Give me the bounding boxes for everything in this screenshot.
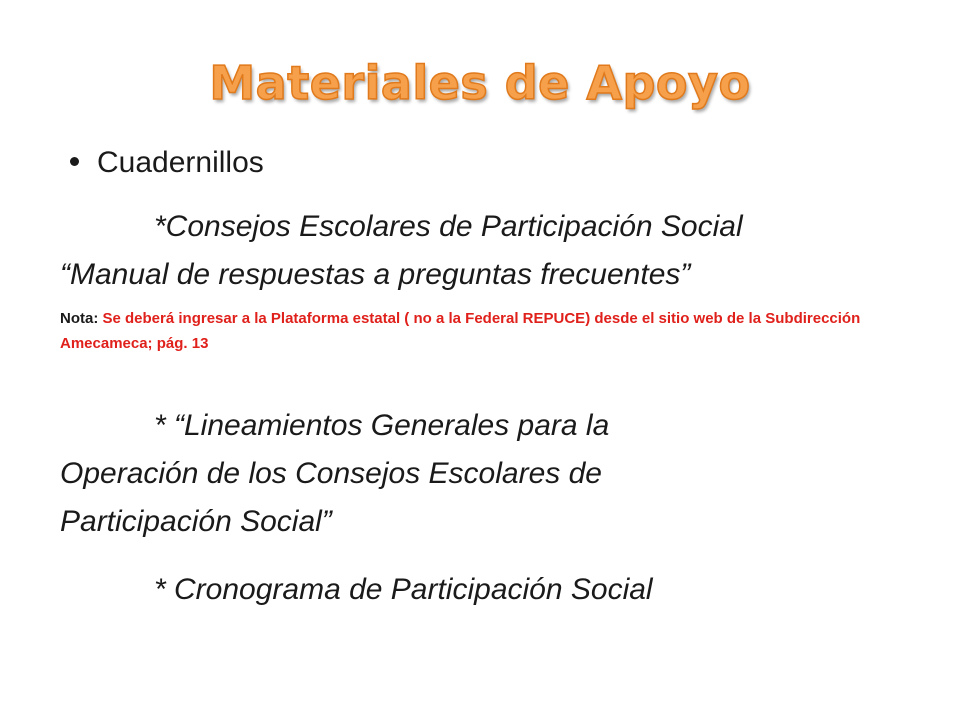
material-item-line: * Cronograma de Participación Social [154, 573, 653, 606]
material-item-line: Operación de los Consejos Escolares de [60, 457, 602, 490]
material-item-line: Participación Social” [60, 505, 332, 538]
nota-label: Nota: [60, 310, 103, 327]
nota-text: Se deberá ingresar a la Plataforma estatal ( no a la Federal REPUCE) desde el sitio web de la Subdirección Amecameca; pág. 13 [60, 310, 861, 352]
bullet-label: Cuadernillos [97, 146, 264, 179]
material-item-line: “Manual de respuestas a preguntas frecuentes” [60, 258, 691, 291]
material-item-line: *Consejos Escolares de Participación Social [154, 210, 743, 243]
material-item-lineamientos [60, 402, 910, 546]
material-item-cronograma [60, 566, 910, 614]
slide-title: Materiales de Apoyo [209, 56, 751, 110]
material-item-consejos [60, 203, 910, 299]
bullet-dot-icon [70, 157, 79, 166]
material-item-line: * “Lineamientos Generales para la [154, 409, 610, 442]
nota-paragraph [60, 306, 900, 356]
bullet-item-cuadernillos [70, 145, 264, 181]
